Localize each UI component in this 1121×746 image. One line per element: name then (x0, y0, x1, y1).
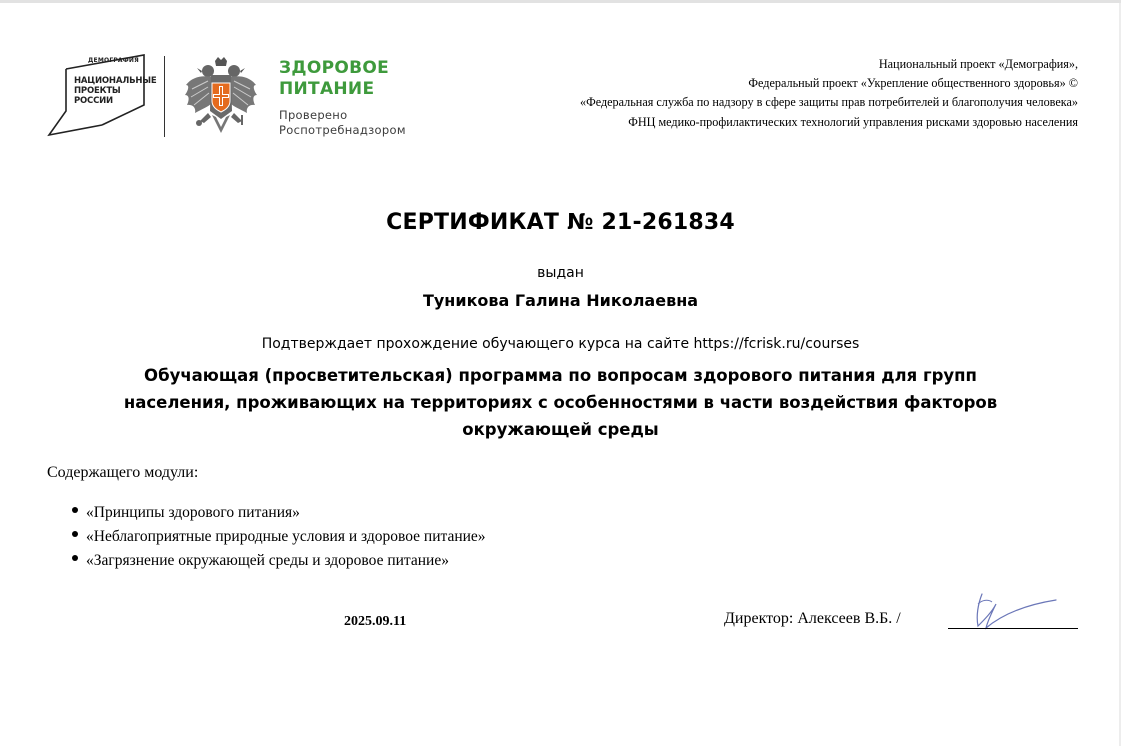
national-projects-line: НАЦИОНАЛЬНЫЕ (74, 76, 157, 86)
signature-line (948, 628, 1078, 629)
director-label: Директор: Алексеев В.Б. / (724, 610, 901, 627)
recipient-name: Туникова Галина Николаевна (422, 291, 699, 310)
certificate-title: СЕРТИФИКАТ № 21-261834 (386, 210, 735, 235)
course-title-line: Обучающая (просветительская) программа по вопросам здорового питания для групп (144, 366, 977, 385)
issuer-info-line: «Федеральная служба по надзору в сфере защиты прав потребителей и благополучия человека» (579, 95, 1078, 110)
logo-divider (164, 56, 165, 137)
course-title-line: окружающей среды (462, 420, 659, 439)
national-projects-logo (44, 53, 157, 139)
module-item-label: «Принципы здорового питания» (86, 504, 300, 521)
course-title (30, 362, 1091, 443)
bullet-icon (72, 531, 78, 537)
issuer-info-line: ФНЦ медико-профилактических технологий управления рисками здоровью населения (628, 114, 1078, 129)
brand-title-line: ПИТАНИЕ (279, 79, 375, 99)
brand-subtitle-line: Проверено (279, 108, 348, 122)
bullet-icon (72, 507, 78, 513)
module-item (72, 525, 486, 549)
modules-label: Содержащего модули: (47, 464, 199, 481)
double-headed-eagle-icon (182, 55, 260, 139)
rospotrebnadzor-emblem (182, 55, 260, 139)
issuer-info-line: Федеральный проект «Укрепление общественного здоровья» © (748, 76, 1078, 91)
issued-label: выдан (537, 265, 584, 281)
module-item (72, 549, 486, 573)
issue-date: 2025.09.11 (344, 614, 407, 629)
course-title-line: населения, проживающих на территориях с особенностями в части воздействия факторов (123, 393, 998, 412)
module-item-label: «Загрязнение окружающей среды и здоровое питание» (86, 552, 449, 569)
national-projects-top-label: ДЕМОГРАФИЯ (88, 57, 139, 64)
module-item-label: «Неблагоприятные природные условия и здоровое питание» (86, 528, 486, 545)
issuer-info-line: Национальный проект «Демография», (878, 57, 1078, 71)
confirmation-text: Подтверждает прохождение обучающего курса на сайте https://fcrisk.ru/courses (261, 336, 860, 352)
modules-list (72, 501, 486, 573)
national-projects-line: ПРОЕКТЫ (74, 86, 121, 96)
brand-title-line: ЗДОРОВОЕ (279, 58, 390, 78)
bullet-icon (72, 555, 78, 561)
module-item (72, 501, 486, 525)
brand-subtitle-line: Роспотребнадзором (279, 123, 406, 137)
issuer-info (580, 55, 1078, 132)
national-projects-line: РОССИИ (74, 96, 113, 106)
